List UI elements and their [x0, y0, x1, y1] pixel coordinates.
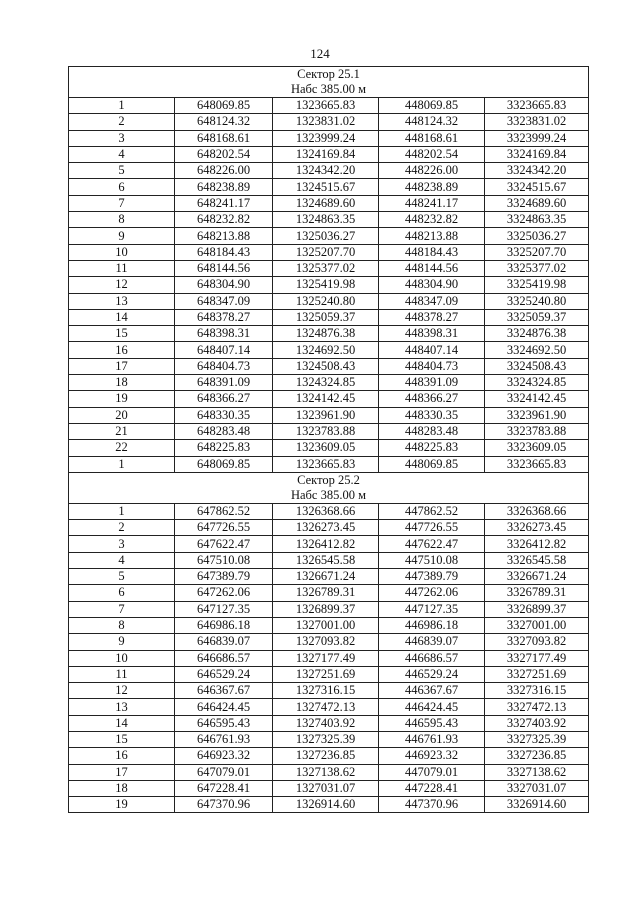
y2-cell: 3324692.50	[485, 342, 589, 358]
y2-cell: 3327472.13	[485, 699, 589, 715]
y1-cell: 1323999.24	[273, 130, 379, 146]
table-row	[69, 440, 589, 456]
x1-cell: 648069.85	[175, 456, 273, 472]
x1-cell: 648404.73	[175, 358, 273, 374]
x1-cell: 646839.07	[175, 634, 273, 650]
point-number-cell: 10	[69, 244, 175, 260]
point-number-cell: 8	[69, 212, 175, 228]
y1-cell: 1324515.67	[273, 179, 379, 195]
y1-cell: 1325059.37	[273, 309, 379, 325]
table-row	[69, 130, 589, 146]
y1-cell: 1327251.69	[273, 666, 379, 682]
x1-cell: 646761.93	[175, 731, 273, 747]
point-number-cell: 13	[69, 293, 175, 309]
x1-cell: 648366.27	[175, 391, 273, 407]
y2-cell: 3327251.69	[485, 666, 589, 682]
x1-cell: 648304.90	[175, 277, 273, 293]
y2-cell: 3326545.58	[485, 552, 589, 568]
table-row	[69, 666, 589, 682]
y1-cell: 1327093.82	[273, 634, 379, 650]
x1-cell: 648213.88	[175, 228, 273, 244]
x2-cell: 448304.90	[379, 277, 485, 293]
y1-cell: 1327031.07	[273, 780, 379, 796]
y2-cell: 3324324.85	[485, 375, 589, 391]
x2-cell: 448225.83	[379, 440, 485, 456]
x1-cell: 648069.85	[175, 98, 273, 114]
table-row	[69, 797, 589, 813]
x2-cell: 447510.08	[379, 552, 485, 568]
y2-cell: 3324876.38	[485, 326, 589, 342]
point-number-cell: 11	[69, 666, 175, 682]
x1-cell: 647622.47	[175, 536, 273, 552]
x1-cell: 648202.54	[175, 146, 273, 162]
point-number-cell: 5	[69, 163, 175, 179]
x1-cell: 647079.01	[175, 764, 273, 780]
point-number-cell: 3	[69, 536, 175, 552]
y2-cell: 3326273.45	[485, 520, 589, 536]
table-row	[69, 375, 589, 391]
point-number-cell: 14	[69, 715, 175, 731]
coordinates-table	[68, 66, 589, 813]
point-number-cell: 16	[69, 342, 175, 358]
y1-cell: 1325036.27	[273, 228, 379, 244]
x1-cell: 648232.82	[175, 212, 273, 228]
x1-cell: 648225.83	[175, 440, 273, 456]
x2-cell: 446761.93	[379, 731, 485, 747]
point-number-cell: 3	[69, 130, 175, 146]
x2-cell: 446424.45	[379, 699, 485, 715]
y1-cell: 1323609.05	[273, 440, 379, 456]
x1-cell: 646686.57	[175, 650, 273, 666]
y1-cell: 1323783.88	[273, 423, 379, 439]
x2-cell: 448366.27	[379, 391, 485, 407]
y1-cell: 1323665.83	[273, 456, 379, 472]
y1-cell: 1326545.58	[273, 552, 379, 568]
x2-cell: 448168.61	[379, 130, 485, 146]
y1-cell: 1327001.00	[273, 617, 379, 633]
table-row	[69, 179, 589, 195]
x1-cell: 648226.00	[175, 163, 273, 179]
table-row	[69, 98, 589, 114]
y2-cell: 3325377.02	[485, 260, 589, 276]
table-row	[69, 146, 589, 162]
table-row	[69, 423, 589, 439]
table-row	[69, 748, 589, 764]
x2-cell: 448283.48	[379, 423, 485, 439]
sector-elevation: Набс 385.00 м	[290, 82, 367, 96]
point-number-cell: 14	[69, 309, 175, 325]
y1-cell: 1327325.39	[273, 731, 379, 747]
y2-cell: 3323665.83	[485, 98, 589, 114]
table-row	[69, 536, 589, 552]
x1-cell: 648330.35	[175, 407, 273, 423]
sector-header	[69, 472, 589, 503]
sector-header	[69, 67, 589, 98]
x2-cell: 448378.27	[379, 309, 485, 325]
point-number-cell: 18	[69, 375, 175, 391]
x1-cell: 648238.89	[175, 179, 273, 195]
y1-cell: 1324689.60	[273, 195, 379, 211]
page-number: 124	[310, 46, 330, 61]
y1-cell: 1327177.49	[273, 650, 379, 666]
y1-cell: 1326368.66	[273, 503, 379, 519]
y2-cell: 3327236.85	[485, 748, 589, 764]
y2-cell: 3324515.67	[485, 179, 589, 195]
x1-cell: 648407.14	[175, 342, 273, 358]
table-row	[69, 114, 589, 130]
table-row	[69, 228, 589, 244]
y2-cell: 3324169.84	[485, 146, 589, 162]
y2-cell: 3324508.43	[485, 358, 589, 374]
sector-title: Сектор 25.2	[297, 472, 360, 487]
x1-cell: 648241.17	[175, 195, 273, 211]
y1-cell: 1327316.15	[273, 683, 379, 699]
y2-cell: 3327403.92	[485, 715, 589, 731]
y1-cell: 1325377.02	[273, 260, 379, 276]
point-number-cell: 20	[69, 407, 175, 423]
table-row	[69, 634, 589, 650]
y2-cell: 3323961.90	[485, 407, 589, 423]
y1-cell: 1325207.70	[273, 244, 379, 260]
x1-cell: 648347.09	[175, 293, 273, 309]
x2-cell: 447622.47	[379, 536, 485, 552]
y2-cell: 3326899.37	[485, 601, 589, 617]
y2-cell: 3326789.31	[485, 585, 589, 601]
x1-cell: 646367.67	[175, 683, 273, 699]
y1-cell: 1327403.92	[273, 715, 379, 731]
y1-cell: 1324863.35	[273, 212, 379, 228]
x2-cell: 447127.35	[379, 601, 485, 617]
x2-cell: 447262.06	[379, 585, 485, 601]
x1-cell: 646424.45	[175, 699, 273, 715]
sector-header-row	[69, 472, 589, 503]
y1-cell: 1327472.13	[273, 699, 379, 715]
y1-cell: 1324169.84	[273, 146, 379, 162]
x1-cell: 646923.32	[175, 748, 273, 764]
x2-cell: 448069.85	[379, 456, 485, 472]
x1-cell: 646986.18	[175, 617, 273, 633]
y1-cell: 1325240.80	[273, 293, 379, 309]
point-number-cell: 7	[69, 601, 175, 617]
y2-cell: 3325419.98	[485, 277, 589, 293]
table-row	[69, 520, 589, 536]
x2-cell: 448144.56	[379, 260, 485, 276]
point-number-cell: 4	[69, 552, 175, 568]
sector-elevation: Набс 385.00 м	[290, 487, 367, 502]
point-number-cell: 18	[69, 780, 175, 796]
y2-cell: 3325059.37	[485, 309, 589, 325]
x2-cell: 448330.35	[379, 407, 485, 423]
point-number-cell: 8	[69, 617, 175, 633]
y1-cell: 1325419.98	[273, 277, 379, 293]
x1-cell: 648283.48	[175, 423, 273, 439]
y2-cell: 3326671.24	[485, 569, 589, 585]
table-row	[69, 358, 589, 374]
x2-cell: 446839.07	[379, 634, 485, 650]
y1-cell: 1326914.60	[273, 797, 379, 813]
x1-cell: 647370.96	[175, 797, 273, 813]
y2-cell: 3324863.35	[485, 212, 589, 228]
x2-cell: 448347.09	[379, 293, 485, 309]
point-number-cell: 13	[69, 699, 175, 715]
point-number-cell: 1	[69, 503, 175, 519]
y2-cell: 3323783.88	[485, 423, 589, 439]
y2-cell: 3327138.62	[485, 764, 589, 780]
x2-cell: 448232.82	[379, 212, 485, 228]
table-row	[69, 407, 589, 423]
x2-cell: 448202.54	[379, 146, 485, 162]
point-number-cell: 2	[69, 114, 175, 130]
y2-cell: 3326412.82	[485, 536, 589, 552]
x2-cell: 447228.41	[379, 780, 485, 796]
y2-cell: 3326914.60	[485, 797, 589, 813]
table-row	[69, 326, 589, 342]
x2-cell: 448238.89	[379, 179, 485, 195]
y2-cell: 3324142.45	[485, 391, 589, 407]
y1-cell: 1323961.90	[273, 407, 379, 423]
table-row	[69, 342, 589, 358]
y2-cell: 3327177.49	[485, 650, 589, 666]
x2-cell: 448213.88	[379, 228, 485, 244]
table-row	[69, 699, 589, 715]
x2-cell: 446595.43	[379, 715, 485, 731]
point-number-cell: 6	[69, 585, 175, 601]
y2-cell: 3324689.60	[485, 195, 589, 211]
table-row	[69, 601, 589, 617]
x1-cell: 647726.55	[175, 520, 273, 536]
table-row	[69, 293, 589, 309]
y1-cell: 1327138.62	[273, 764, 379, 780]
x2-cell: 447862.52	[379, 503, 485, 519]
table-row	[69, 163, 589, 179]
x1-cell: 647262.06	[175, 585, 273, 601]
table-row	[69, 244, 589, 260]
table-row	[69, 650, 589, 666]
y2-cell: 3327001.00	[485, 617, 589, 633]
table-row	[69, 731, 589, 747]
y2-cell: 3327325.39	[485, 731, 589, 747]
x2-cell: 447726.55	[379, 520, 485, 536]
sector-header-row	[69, 67, 589, 98]
x2-cell: 448184.43	[379, 244, 485, 260]
point-number-cell: 19	[69, 391, 175, 407]
y1-cell: 1327236.85	[273, 748, 379, 764]
y2-cell: 3323999.24	[485, 130, 589, 146]
point-number-cell: 4	[69, 146, 175, 162]
point-number-cell: 9	[69, 634, 175, 650]
point-number-cell: 10	[69, 650, 175, 666]
y2-cell: 3323831.02	[485, 114, 589, 130]
table-row	[69, 309, 589, 325]
y1-cell: 1326899.37	[273, 601, 379, 617]
y2-cell: 3325240.80	[485, 293, 589, 309]
table-row	[69, 715, 589, 731]
x1-cell: 646595.43	[175, 715, 273, 731]
x1-cell: 647127.35	[175, 601, 273, 617]
table-row	[69, 391, 589, 407]
y2-cell: 3327316.15	[485, 683, 589, 699]
y1-cell: 1323665.83	[273, 98, 379, 114]
point-number-cell: 1	[69, 98, 175, 114]
x2-cell: 446686.57	[379, 650, 485, 666]
coordinates-table-body	[69, 67, 589, 813]
y1-cell: 1326412.82	[273, 536, 379, 552]
table-row	[69, 552, 589, 568]
y1-cell: 1326273.45	[273, 520, 379, 536]
y2-cell: 3324342.20	[485, 163, 589, 179]
x2-cell: 446367.67	[379, 683, 485, 699]
point-number-cell: 17	[69, 764, 175, 780]
point-number-cell: 12	[69, 683, 175, 699]
table-row	[69, 683, 589, 699]
x2-cell: 448391.09	[379, 375, 485, 391]
y2-cell: 3325207.70	[485, 244, 589, 260]
table-row	[69, 569, 589, 585]
table-row	[69, 617, 589, 633]
x2-cell: 448226.00	[379, 163, 485, 179]
point-number-cell: 1	[69, 456, 175, 472]
y1-cell: 1326671.24	[273, 569, 379, 585]
y1-cell: 1324876.38	[273, 326, 379, 342]
y2-cell: 3323609.05	[485, 440, 589, 456]
y1-cell: 1324342.20	[273, 163, 379, 179]
x2-cell: 448124.32	[379, 114, 485, 130]
point-number-cell: 17	[69, 358, 175, 374]
x2-cell: 448404.73	[379, 358, 485, 374]
table-row	[69, 780, 589, 796]
x1-cell: 648124.32	[175, 114, 273, 130]
point-number-cell: 2	[69, 520, 175, 536]
point-number-cell: 5	[69, 569, 175, 585]
table-row	[69, 456, 589, 472]
x1-cell: 647510.08	[175, 552, 273, 568]
y2-cell: 3325036.27	[485, 228, 589, 244]
point-number-cell: 21	[69, 423, 175, 439]
y2-cell: 3326368.66	[485, 503, 589, 519]
table-row	[69, 212, 589, 228]
point-number-cell: 15	[69, 731, 175, 747]
x1-cell: 648184.43	[175, 244, 273, 260]
y2-cell: 3323665.83	[485, 456, 589, 472]
table-row	[69, 503, 589, 519]
x2-cell: 446986.18	[379, 617, 485, 633]
table-row	[69, 260, 589, 276]
x2-cell: 448407.14	[379, 342, 485, 358]
point-number-cell: 19	[69, 797, 175, 813]
point-number-cell: 9	[69, 228, 175, 244]
point-number-cell: 15	[69, 326, 175, 342]
point-number-cell: 7	[69, 195, 175, 211]
y1-cell: 1324142.45	[273, 391, 379, 407]
table-row	[69, 277, 589, 293]
x2-cell: 446529.24	[379, 666, 485, 682]
x2-cell: 448398.31	[379, 326, 485, 342]
x2-cell: 447389.79	[379, 569, 485, 585]
table-row	[69, 585, 589, 601]
y2-cell: 3327031.07	[485, 780, 589, 796]
sector-title: Сектор 25.1	[297, 67, 360, 81]
point-number-cell: 22	[69, 440, 175, 456]
y1-cell: 1324692.50	[273, 342, 379, 358]
x2-cell: 447370.96	[379, 797, 485, 813]
x2-cell: 446923.32	[379, 748, 485, 764]
x1-cell: 647862.52	[175, 503, 273, 519]
x1-cell: 648168.61	[175, 130, 273, 146]
x1-cell: 648398.31	[175, 326, 273, 342]
y1-cell: 1324324.85	[273, 375, 379, 391]
x1-cell: 648391.09	[175, 375, 273, 391]
x2-cell: 448241.17	[379, 195, 485, 211]
y2-cell: 3327093.82	[485, 634, 589, 650]
x1-cell: 647228.41	[175, 780, 273, 796]
x1-cell: 646529.24	[175, 666, 273, 682]
point-number-cell: 16	[69, 748, 175, 764]
table-row	[69, 764, 589, 780]
table-row	[69, 195, 589, 211]
y1-cell: 1324508.43	[273, 358, 379, 374]
y1-cell: 1323831.02	[273, 114, 379, 130]
x1-cell: 647389.79	[175, 569, 273, 585]
point-number-cell: 12	[69, 277, 175, 293]
y1-cell: 1326789.31	[273, 585, 379, 601]
point-number-cell: 11	[69, 260, 175, 276]
x1-cell: 648144.56	[175, 260, 273, 276]
point-number-cell: 6	[69, 179, 175, 195]
x2-cell: 448069.85	[379, 98, 485, 114]
x1-cell: 648378.27	[175, 309, 273, 325]
x2-cell: 447079.01	[379, 764, 485, 780]
